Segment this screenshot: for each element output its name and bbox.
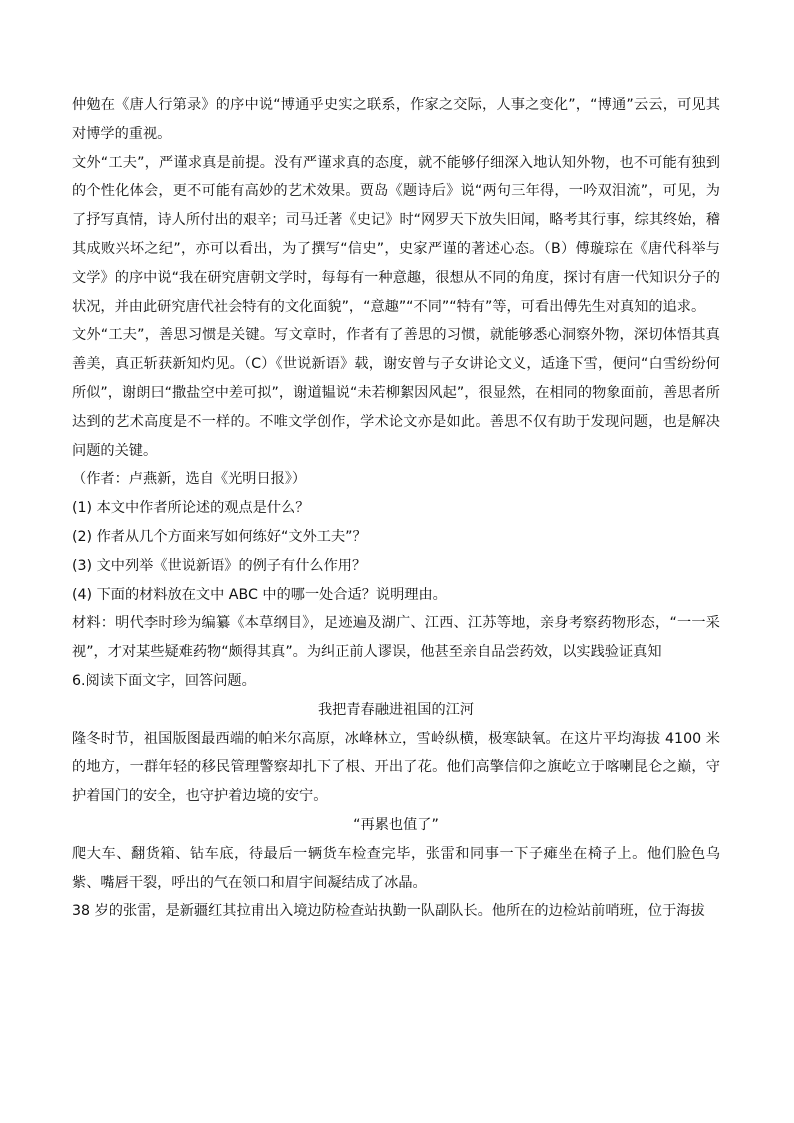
- material-paragraph: 材料：明代李时珍为编纂《本草纲目》，足迹遍及湖广、江西、江苏等地，亲身考察药物形态，“一一采视”，才对某些疑难药物“颇得其真”。为纠正前人谬误，他甚至亲自品尝药效，以实践验证真知: [72, 615, 720, 661]
- question-3: (3) 文中列举《世说新语》的例子有什么作用？: [72, 557, 367, 574]
- article-title: 我把青春融进祖国的江河: [317, 701, 475, 718]
- paragraph-thinking: 文外“工夫”，善思习惯是关键。写文章时，作者有了善思的习惯，就能够悉心洞察外物，深切体悟其真善美，真正斩获新知灼见。（C）《世说新语》载，谢安曾与子女讲论文义，适逢下雪，便问“白雪纷纷何所似”，谢朗曰“撒盐空中差可拟”，谢道韫说“未若柳絮因风起”，很显然，在相同的物象面前，善思者所达到的艺术高度是不一样的。不唯文学创作，学术论文亦是如此。善思不仅有助于发现问题，也是解决问题的关键。: [72, 327, 720, 459]
- question-4: (4) 下面的材料放在文中 ABC 中的哪一处合适？说明理由。: [72, 586, 447, 603]
- article-paragraph-2: 爬大车、翻货箱、钻车底，待最后一辆货车检查完毕，张雷和同事一下子瘫坐在椅子上。他们脸色乌紫、嘴唇干裂，呼出的气在领口和眉宇间凝结成了冰晶。: [72, 845, 720, 891]
- author-source: （作者：卢燕新，选自《光明日报》）: [72, 471, 307, 488]
- article-paragraph-3: 38 岁的张雷，是新疆红其拉甫出入境边防检查站执勤一队副队长。他所在的边检站前哨班，位于海拔: [72, 903, 705, 920]
- section-title: “再累也值了”: [353, 816, 439, 833]
- question-6-heading: 6.阅读下面文字，回答问题。: [72, 672, 256, 689]
- question-2: (2) 作者从几个方面来写如何练好“文外工夫”？: [72, 528, 367, 545]
- paragraph-intro-continued: 仲勉在《唐人行第录》的序中说“博通乎史实之联系，作家之交际，人事之变化”，“博通”云云，可见其对博学的重视。: [72, 97, 720, 142]
- document-page: [72, 91, 720, 926]
- question-1: (1) 本文中作者所论述的观点是什么？: [72, 500, 310, 517]
- article-paragraph-1: 隆冬时节，祖国版图最西端的帕米尔高原，冰峰林立，雪岭纵横，极寒缺氧。在这片平均海拔 4100 米的地方，一群年轻的移民管理警察却扎下了根、开出了花。他们高擎信仰之旗屹立于喀喇昆仑之巅，守护着国门的安全，也守护着边境的安宁。: [72, 730, 720, 805]
- paragraph-rigor: 文外“工夫”，严谨求真是前提。没有严谨求真的态度，就不能够仔细深入地认知外物，也不可能有独到的个性化体会，更不可能有高妙的艺术效果。贾岛《题诗后》说“两句三年得，一吟双泪流”，可见，为了抒写真情，诗人所付出的艰辛；司马迁著《史记》时“网罗天下放失旧闻，略考其行事，综其终始，稽其成败兴坏之纪”，亦可以看出，为了撰写“信史”，史家严谨的著述心态。（B）傅璇琮在《唐代科举与文学》的序中说“我在研究唐朝文学时，每每有一种意趣，很想从不同的角度，探讨有唐一代知识分子的状况，并由此研究唐代社会特有的文化面貌”，“意趣”“不同”“特有”等，可看出傅先生对真知的追求。: [72, 154, 720, 315]
